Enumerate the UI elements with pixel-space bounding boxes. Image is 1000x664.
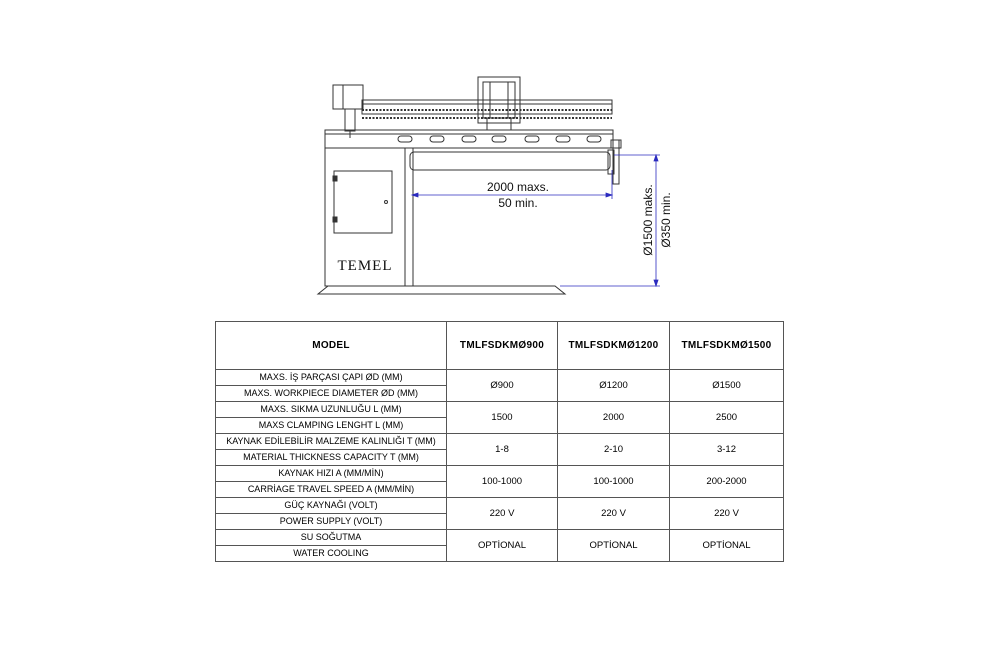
control-panel: [334, 171, 392, 233]
table-cell: 220 V: [447, 498, 558, 530]
row-label-en: MATERIAL THICKNESS CAPACITY T (MM): [216, 450, 447, 466]
machine-drawing: [300, 70, 700, 300]
diameter-max-label: Ø1500 maks.: [641, 184, 655, 256]
table-cell: OPTİONAL: [447, 530, 558, 562]
diameter-min-label: Ø350 min.: [659, 192, 673, 248]
table-cell: OPTİONAL: [558, 530, 670, 562]
top-rail: [362, 100, 612, 114]
table-cell: 220 V: [670, 498, 784, 530]
header-model-1500: TMLFSDKMØ1500: [670, 322, 784, 370]
header-row: [216, 322, 784, 370]
row-label-tr: KAYNAK EDİLEBİLİR MALZEME KALINLIĞI T (MM): [216, 434, 447, 450]
machine-base: [318, 286, 565, 294]
length-max-label: 2000 maxs.: [486, 180, 550, 194]
row-label-en: CARRİAGE TRAVEL SPEED A (MM/MİN): [216, 482, 447, 498]
table-cell: 220 V: [558, 498, 670, 530]
table-row: [216, 498, 784, 514]
table-row: [216, 402, 784, 418]
table-cell: 1-8: [447, 434, 558, 466]
header-model-900: TMLFSDKMØ900: [447, 322, 558, 370]
length-min-label: 50 min.: [498, 196, 538, 210]
header-model: MODEL: [216, 322, 447, 370]
table-row: [216, 370, 784, 386]
row-label-tr: GÜÇ KAYNAĞI (VOLT): [216, 498, 447, 514]
table-row: [216, 466, 784, 482]
table-cell: 2-10: [558, 434, 670, 466]
row-label-tr: MAXS. SIKMA UZUNLUĞU L (MM): [216, 402, 447, 418]
spec-table: [215, 321, 784, 562]
row-label-en: POWER SUPPLY (VOLT): [216, 514, 447, 530]
row-label-tr: KAYNAK HIZI A (MM/MİN): [216, 466, 447, 482]
header-model-1200: TMLFSDKMØ1200: [558, 322, 670, 370]
table-cell: Ø1200: [558, 370, 670, 402]
table-cell: 2000: [558, 402, 670, 434]
table-cell: 3-12: [670, 434, 784, 466]
row-label-en: MAXS. WORKPIECE DIAMETER ØD (MM): [216, 386, 447, 402]
row-label-tr: SU SOĞUTMA: [216, 530, 447, 546]
row-label-tr: MAXS. İŞ PARÇASI ÇAPI ØD (MM): [216, 370, 447, 386]
table-cell: Ø1500: [670, 370, 784, 402]
mandrel: [410, 152, 610, 170]
table-row: [216, 530, 784, 546]
table-cell: 2500: [670, 402, 784, 434]
motor-box: [333, 85, 363, 109]
table-cell: 1500: [447, 402, 558, 434]
table-cell: 100-1000: [558, 466, 670, 498]
table-cell: Ø900: [447, 370, 558, 402]
brand-label: TEMEL: [337, 258, 393, 274]
row-label-en: WATER COOLING: [216, 546, 447, 562]
table-row: [216, 434, 784, 450]
table-cell: OPTİONAL: [670, 530, 784, 562]
row-label-en: MAXS CLAMPING LENGHT L (MM): [216, 418, 447, 434]
table-cell: 100-1000: [447, 466, 558, 498]
table-cell: 200-2000: [670, 466, 784, 498]
